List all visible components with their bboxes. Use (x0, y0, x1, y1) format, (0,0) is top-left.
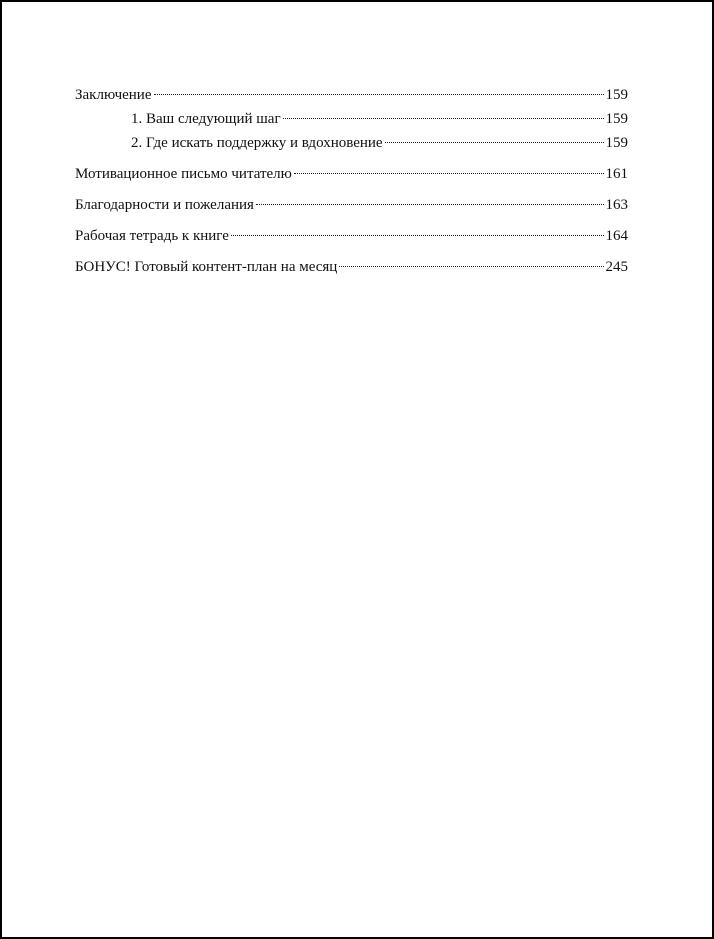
toc-entry-title: 1. Ваш следующий шаг (131, 111, 281, 127)
dot-leader (294, 173, 604, 174)
toc-entry-next-step[interactable] (75, 108, 628, 130)
dot-leader (283, 118, 604, 119)
dot-leader (339, 266, 603, 267)
toc-entry-page: 161 (605, 166, 628, 182)
toc-entry-title: Мотивационное письмо читателю (75, 166, 292, 182)
dot-leader (385, 142, 604, 143)
dot-leader (231, 235, 604, 236)
toc-entry-title: БОНУС! Готовый контент-план на месяц (75, 259, 338, 275)
table-of-contents (75, 84, 628, 278)
dot-leader (154, 94, 604, 95)
toc-entry-page: 159 (605, 111, 628, 127)
toc-entry-page: 159 (605, 135, 628, 151)
toc-entry-conclusion[interactable] (75, 84, 628, 106)
toc-entry-page: 159 (605, 87, 628, 103)
toc-entry-page: 164 (605, 228, 628, 244)
toc-entry-motivation-letter[interactable] (75, 163, 628, 185)
toc-entry-bonus[interactable] (75, 256, 628, 278)
toc-entry-workbook[interactable] (75, 225, 628, 247)
toc-entry-page: 245 (605, 259, 628, 275)
toc-entry-title: 2. Где искать поддержку и вдохновение (131, 135, 383, 151)
toc-entry-support[interactable] (75, 132, 628, 154)
dot-leader (256, 204, 604, 205)
toc-entry-page: 163 (605, 197, 628, 213)
toc-entry-title: Рабочая тетрадь к книге (75, 228, 229, 244)
toc-entry-title: Заключение (75, 87, 152, 103)
toc-entry-title: Благодарности и пожелания (75, 197, 254, 213)
toc-entry-acknowledgements[interactable] (75, 194, 628, 216)
